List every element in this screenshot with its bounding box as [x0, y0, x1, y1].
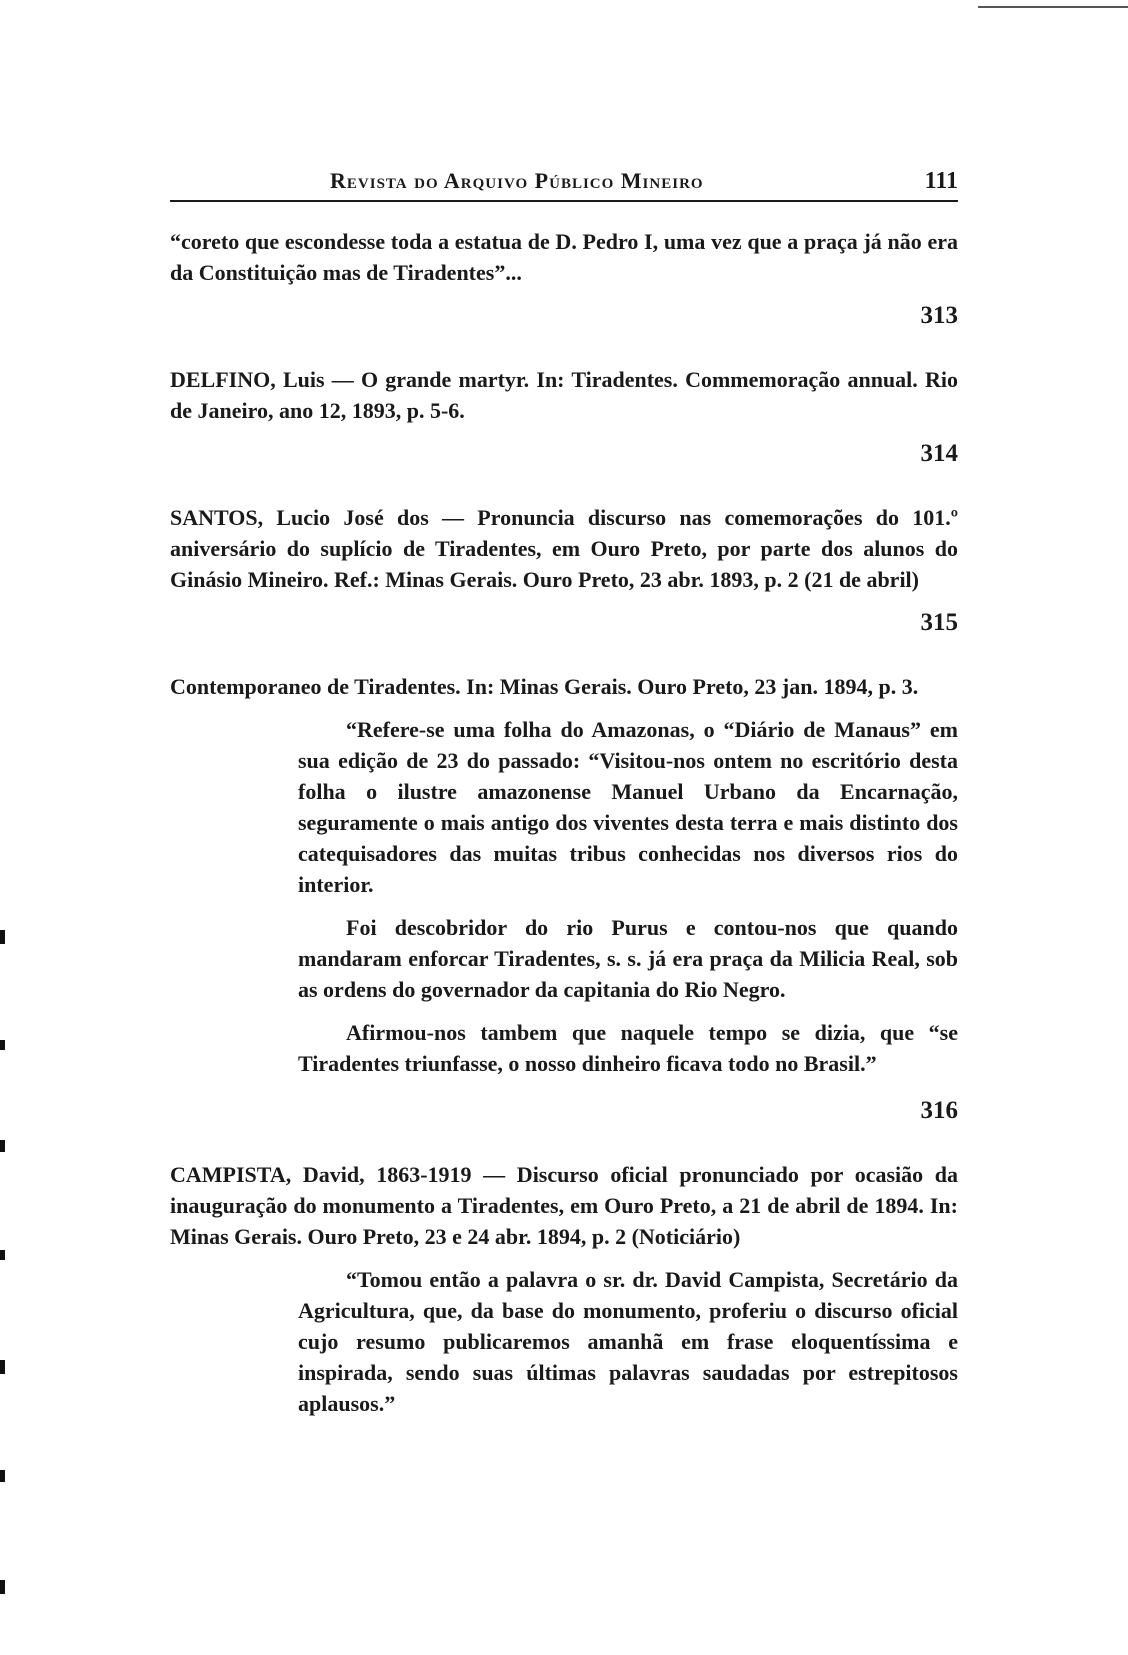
entry-block [170, 502, 958, 643]
scan-artifact-line [978, 6, 1128, 8]
bibliographic-entry: Contemporaneo de Tiradentes. In: Minas Gerais. Ouro Preto, 23 jan. 1894, p. 3. [170, 674, 919, 699]
block-quote [298, 714, 958, 1079]
running-head [170, 168, 958, 200]
quote-paragraph: “Refere-se uma folha do Amazonas, o “Diário de Manaus” em sua edição de 23 do passado: “Visitou-nos ontem no escritório desta folha o ilustre amazonense Manuel Urbano da Encarnação, seguramente o mais antigo dos viventes desta terra e mais distinto dos catequisadores das muitas tribus conhecidas nos diversos rios do interior. [298, 717, 958, 897]
block-quote [298, 1264, 958, 1419]
scan-edge-mark [0, 1140, 5, 1152]
scan-edge-mark [0, 1360, 5, 1374]
bibliographic-entry: CAMPISTA, David, 1863-1919 — Discurso oficial pronunciado por ocasião da inauguração do monumento a Tiradentes, em Ouro Preto, a 21 de abril de 1894. In: Minas Gerais. Ouro Preto, 23 e 24 abr. 1894, p. 2 (Noticiário) [170, 1162, 958, 1249]
quote-paragraph: “Tomou então a palavra o sr. dr. David Campista, Secretário da Agricultura, que, da base do monumento, proferiu o discurso oficial cujo resumo publicaremos amanhã em frase eloquentíssima e inspirada, sendo suas últimas palavras saudadas por estrepitosos aplausos.” [298, 1267, 958, 1416]
scan-edge-mark [0, 1580, 5, 1594]
entry-number: 313 [920, 302, 958, 329]
running-title: Revista do Arquivo Público Mineiro [330, 168, 704, 193]
bibliographic-entry: DELFINO, Luis — O grande martyr. In: Tiradentes. Commemoração annual. Rio de Janeiro, ano 12, 1893, p. 5-6. [170, 367, 958, 423]
scan-edge-mark [0, 1250, 5, 1260]
quote-paragraph: Foi descobridor do rio Purus e contou-nos que quando mandaram enforcar Tiradentes, s. s. já era praça da Milicia Real, sob as ordens do governador da capitania do Rio Negro. [298, 915, 958, 1002]
entry-block [170, 1159, 958, 1419]
quote-continuation: “coreto que escondesse toda a estatua de D. Pedro I, uma vez que a praça já não era da Constituição mas de Tiradentes”... [170, 229, 958, 285]
entry-block [170, 671, 958, 1131]
header-rule [170, 200, 958, 202]
scan-edge-mark [0, 1470, 5, 1482]
bibliographic-entry: SANTOS, Lucio José dos — Pronuncia discurso nas comemorações do 101.º aniversário do suplício de Tiradentes, em Ouro Preto, por parte dos alunos do Ginásio Mineiro. Ref.: Minas Gerais. Ouro Preto, 23 abr. 1893, p. 2 (21 de abril) [170, 505, 958, 592]
entry-block [170, 364, 958, 474]
scan-edge-mark [0, 930, 5, 944]
entry-block [170, 226, 958, 336]
page-number: 111 [924, 168, 958, 194]
entry-number: 315 [920, 609, 958, 636]
main-content [170, 226, 958, 1431]
entry-number: 316 [920, 1097, 958, 1124]
scan-edge-mark [0, 1040, 5, 1050]
entry-number: 314 [920, 440, 958, 467]
quote-paragraph: Afirmou-nos tambem que naquele tempo se dizia, que “se Tiradentes triunfasse, o nosso dinheiro ficava todo no Brasil.” [298, 1020, 958, 1076]
